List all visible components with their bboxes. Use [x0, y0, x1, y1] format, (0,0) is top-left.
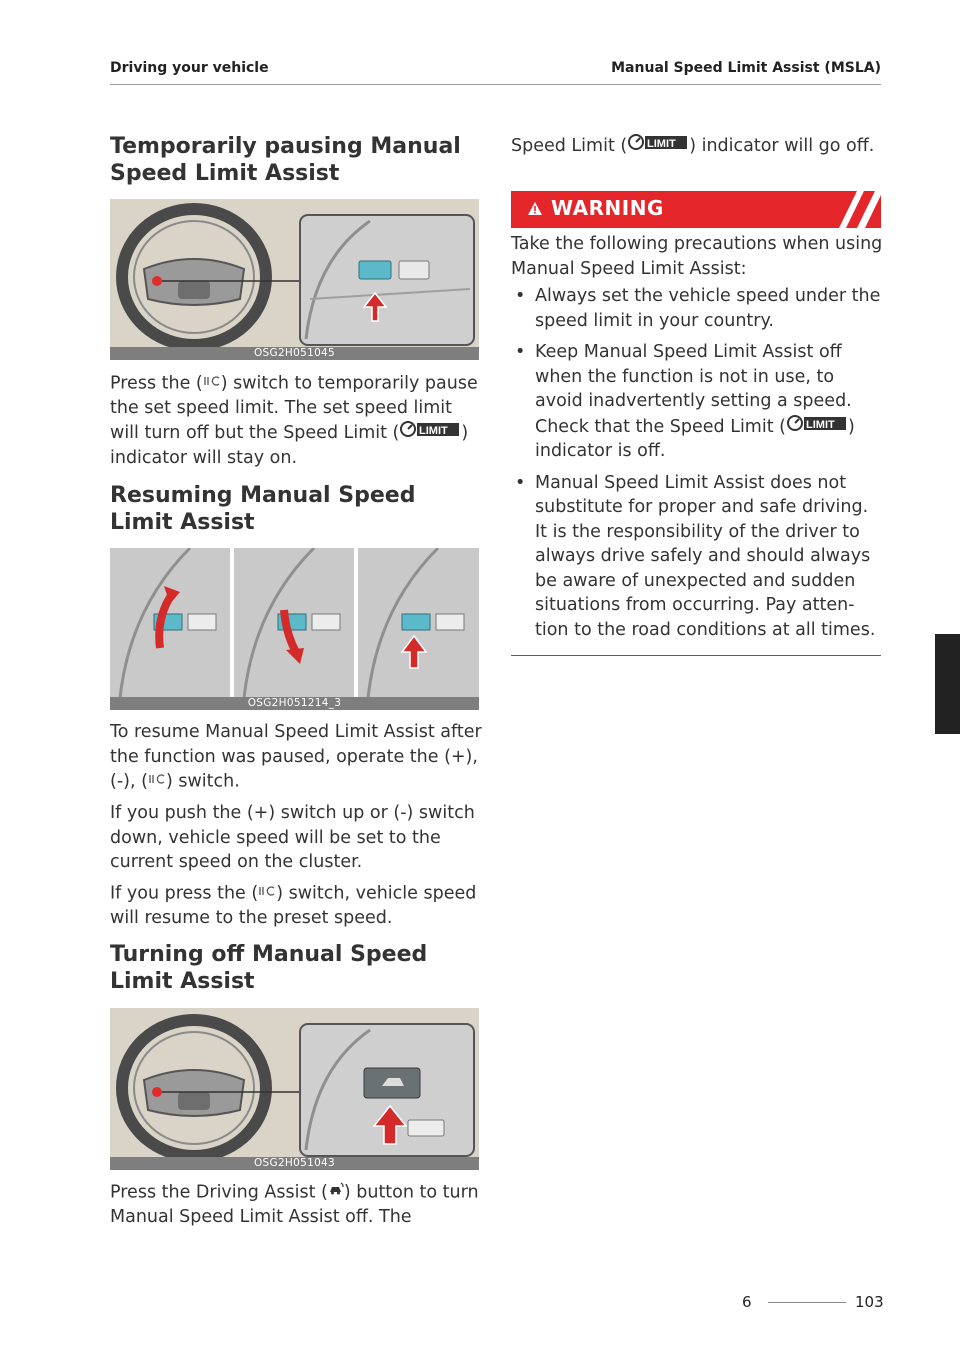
speed-limit-indicator-icon	[399, 420, 461, 446]
figure-code-pause: OSG2H051045	[110, 347, 479, 360]
warning-item-speed-under-limit: • Always set the vehicle speed under the speed limit in your country.	[511, 284, 883, 333]
warning-end-rule	[511, 655, 881, 656]
warning-list	[511, 284, 883, 649]
footer-chapter-number: 6	[742, 1293, 752, 1311]
warning-title: WARNING	[551, 196, 664, 220]
paragraph-pause-instructions: Press the ( ) switch to temporarily pause the set speed limit. The set speed limit will turn off but the Speed Limit ( LIMIT ) indicator will stay on.	[110, 371, 482, 470]
warning-item-driver-responsibility: • Manual Speed Limit Assist does not substitute for proper and safe driving. It is the responsibility of the driver to always drive safely and should always be aware of unexpected and sudden situations from occurring. Pay atten-tion to the road conditions at all times.	[511, 471, 883, 643]
header-section-title: Driving your vehicle	[110, 60, 269, 76]
paragraph-resume-plus-minus: If you push the (+) switch up or (-) switch down, vehicle speed will be set to the current speed on the cluster.	[110, 803, 475, 872]
pause-resume-switch-icon	[203, 371, 221, 396]
figure-pause-switch	[110, 199, 479, 360]
paragraph-resume-instructions: To resume Manual Speed Limit Assist after the function was paused, operate the (+), (-), ( ) switch.	[110, 720, 482, 794]
warning-item-keep-off: • Keep Manual Speed Limit Assist off when the function is not in use, to avoid inadvertently setting a speed. Check that the Speed Limit ( LIMIT ) indicator is off.	[511, 340, 883, 464]
pause-resume-switch-icon	[258, 881, 276, 906]
figure-resume-switches	[110, 548, 479, 710]
warning-stripes-decoration	[821, 191, 881, 228]
pause-resume-switch-icon	[148, 769, 166, 794]
footer-page-number: 103	[855, 1293, 884, 1311]
header-divider	[110, 84, 881, 85]
speed-limit-indicator-icon	[786, 414, 848, 440]
heading-turning-off: Turning off Manual Speed Limit Assist	[110, 942, 428, 994]
svg-text:LIMIT: LIMIT	[419, 425, 449, 438]
warning-intro: Take the following precautions when using Manual Speed Limit Assist:	[511, 234, 883, 279]
figure-code-resume: OSG2H051214_3	[110, 697, 479, 710]
svg-text:LIMIT: LIMIT	[647, 138, 676, 150]
warning-triangle-icon	[527, 201, 543, 216]
paragraph-resume-preset: If you press the ( ) switch, vehicle speed will resume to the preset speed.	[110, 881, 482, 930]
figure-driving-assist-button	[110, 1008, 479, 1170]
chapter-tab-number: 6	[938, 713, 952, 737]
paragraph-turn-off-instructions: Press the Driving Assist ( ) button to turn Manual Speed Limit Assist off. The	[110, 1180, 482, 1229]
speed-limit-indicator-icon	[627, 133, 689, 159]
svg-text:LIMIT: LIMIT	[805, 418, 835, 431]
heading-temporarily-pausing: Temporarily pausing Manual Speed Limit Assist	[110, 134, 461, 186]
header-topic-title: Manual Speed Limit Assist (MSLA)	[611, 60, 881, 76]
warning-banner	[511, 191, 881, 228]
footer-divider	[768, 1302, 846, 1303]
figure-code-turn-off: OSG2H051043	[110, 1157, 479, 1170]
paragraph-continuation: Speed Limit ( LIMIT ) indicator will go off.	[511, 133, 881, 159]
driving-assist-button-icon	[328, 1180, 344, 1205]
heading-resuming: Resuming Manual Speed Limit Assist	[110, 483, 416, 535]
